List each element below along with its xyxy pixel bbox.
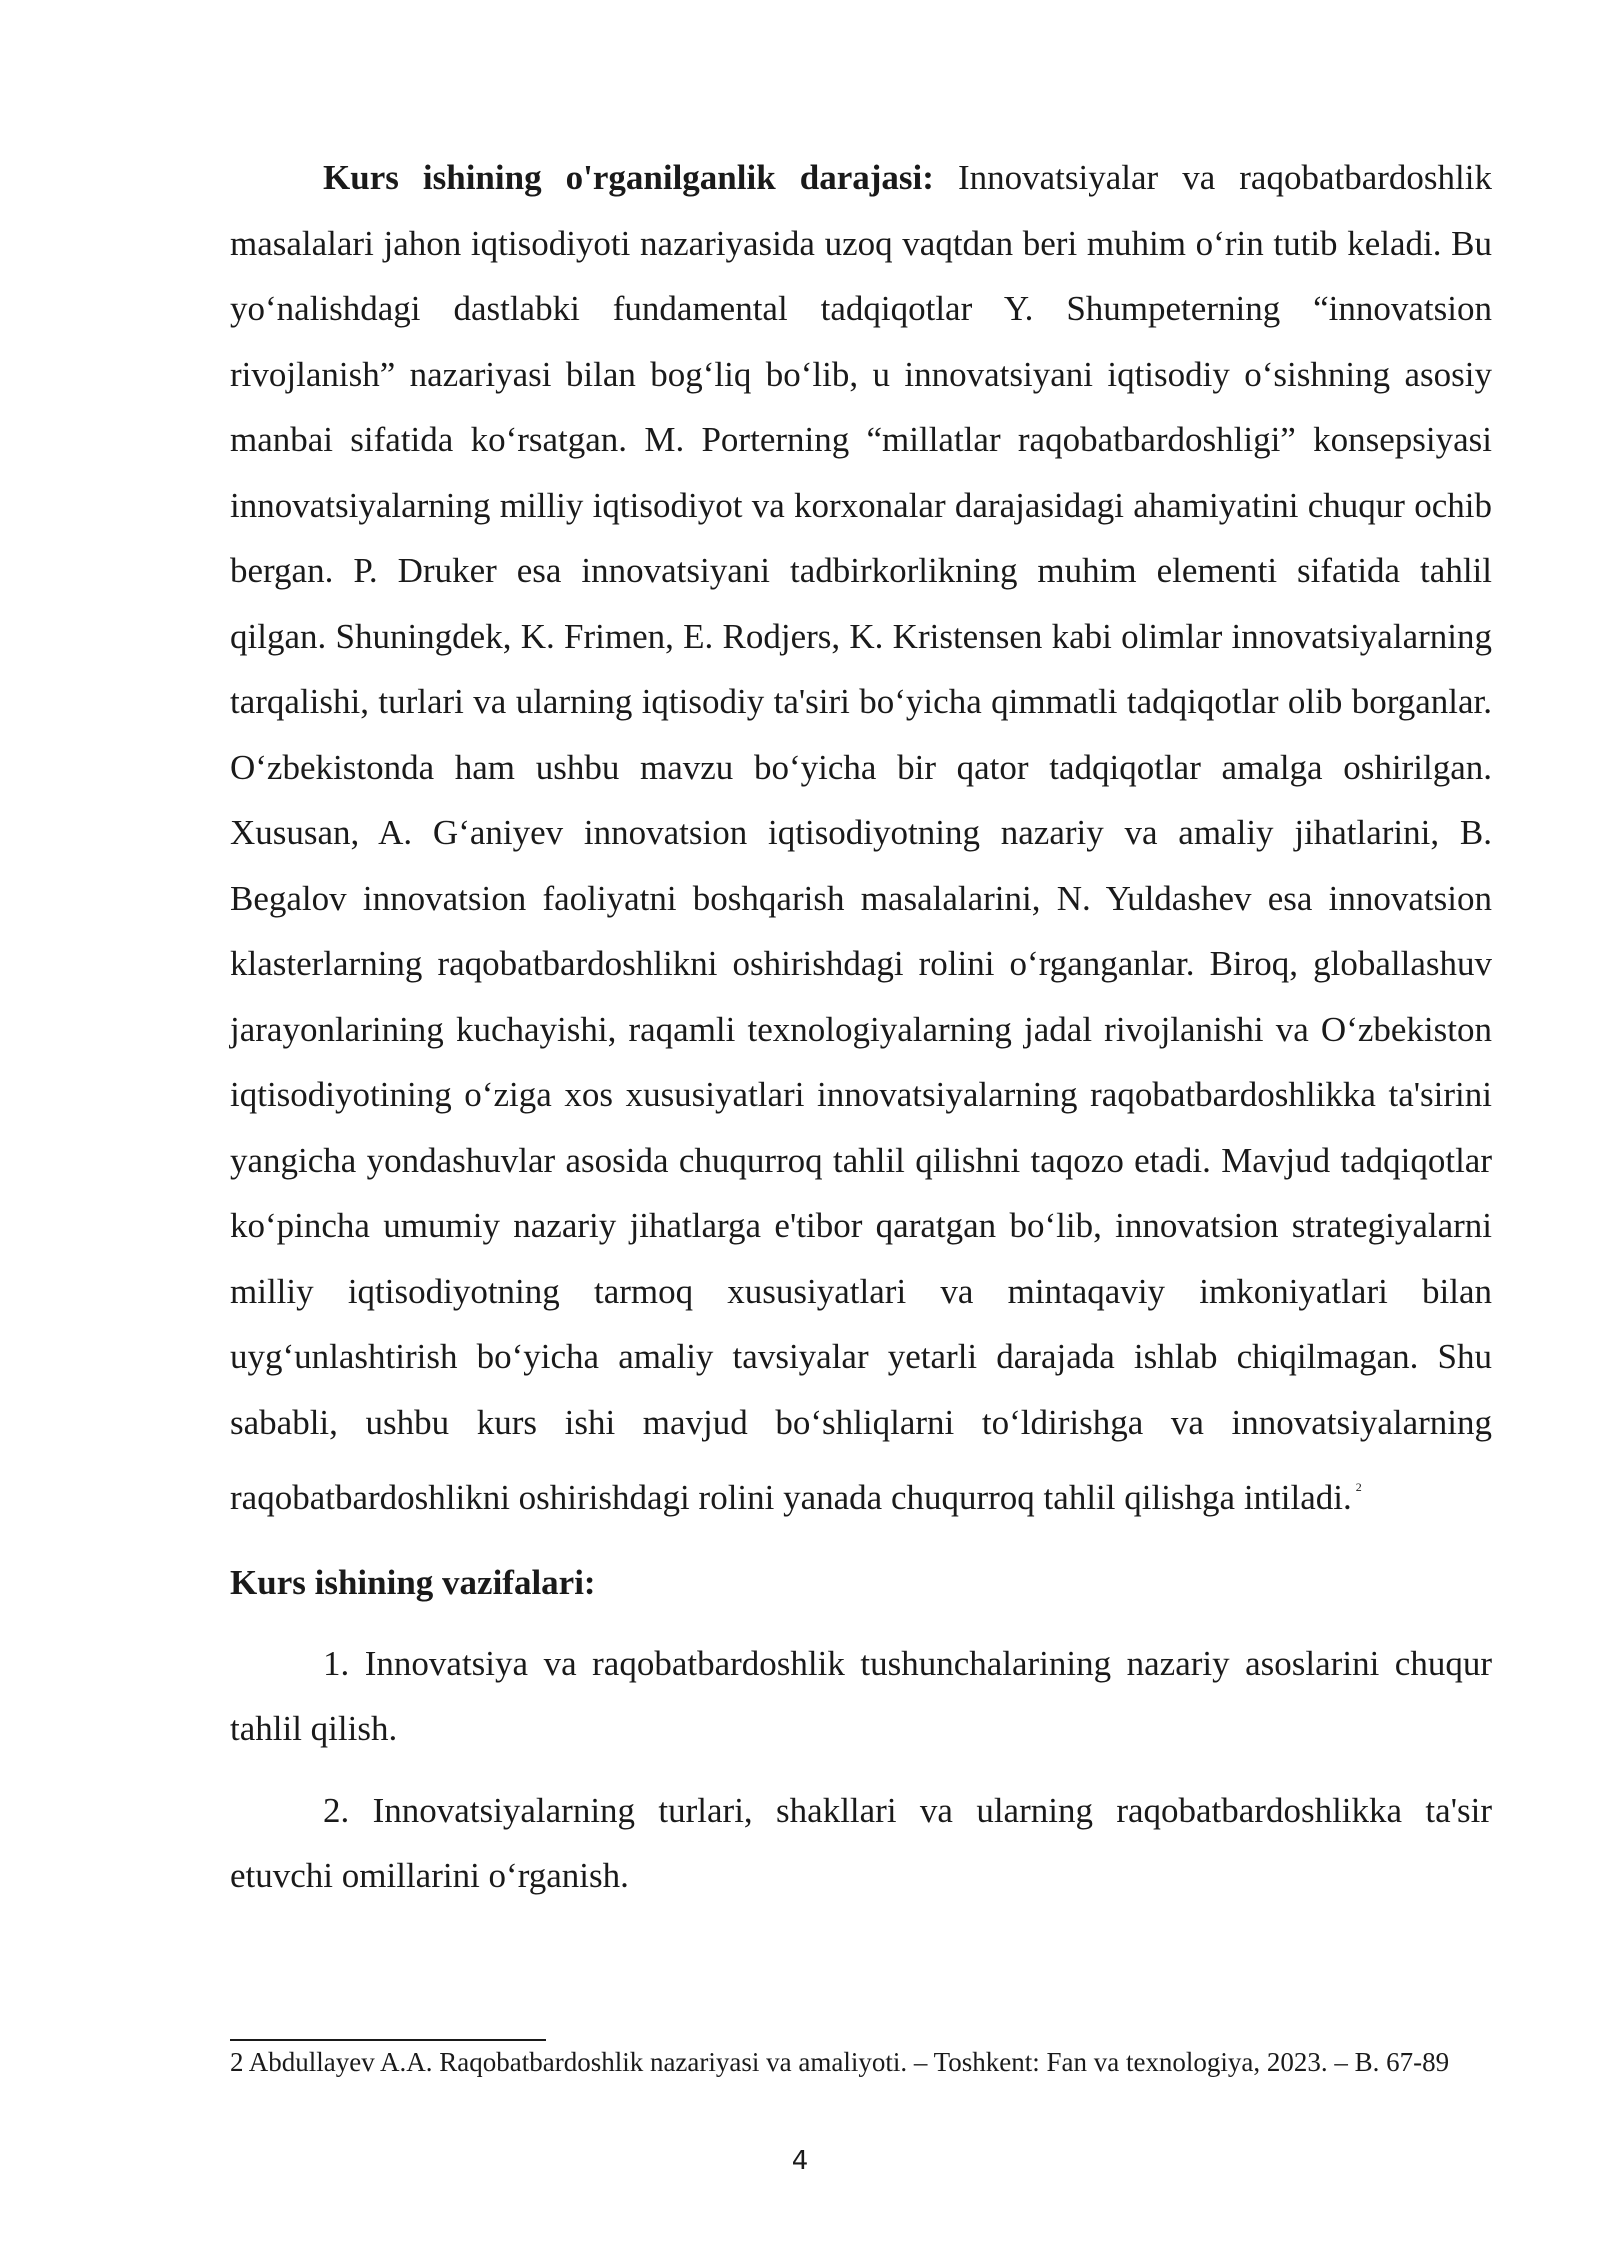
- page-number: 4: [791, 2146, 809, 2176]
- footnote-text: 2 Abdullayev A.A. Raqobatbardoshlik nazariyasi va amaliyoti. – Toshkent: Fan va texnologiya, 2023. – B. 67-89: [230, 2047, 1450, 2077]
- section-lead-title: Kurs ishining o'rganilganlik darajasi:: [323, 158, 934, 197]
- task-item-2: 2. Innovatsiyalarning turlari, shakllari va ularning raqobatbardoshlikka ta'sir etuvchi omillarini o‘rganish.: [230, 1790, 1492, 1895]
- section-lead-body: Innovatsiyalar va raqobatbardoshlik masalalari jahon iqtisodiyoti nazariyasida uzoq vaqtdan beri muhim o‘rin tutib keladi. Bu yo‘nalishdagi dastlabki fundamental tadqiqotlar Y. Shumpeterning “innovatsion rivojlanish” nazariyasi bilan bog‘liq bo‘lib, u innovatsiyani iqtisodiy o‘sishning asosiy manbai sifatida ko‘rsatgan. M. Porterning “millatlar raqobatbardoshligi” konsepsiyasi innovatsiyalarning milliy iqtisodiyot va korxonalar darajasidagi ahamiyatini chuqur ochib bergan. P. Druker esa innovatsiyani tadbirkorlikning muhim elementi sifatida tahlil qilgan. Shuningdek, K. Frimen, E. Rodjers, K. Kristensen kabi olimlar innovatsiyalarning tarqalishi, turlari va ularning iqtisodiy ta'siri bo‘yicha qimmatli tadqiqotlar olib borganlar. O‘zbekistonda ham ushbu mavzu bo‘yicha bir qator tadqiqotlar amalga oshirilgan. Xususan, A. G‘aniyev innovatsion iqtisodiyotning nazariy va amaliy jihatlarini, B. Begalov innovatsion faoliyatni boshqarish masalalarini, N. Yuldashev esa innovatsion klasterlarning raqobatbardoshlikni oshirishdagi rolini o‘rganganlar. Biroq, globallashuv jarayonlarining kuchayishi, raqamli texnologiyalarning jadal rivojlanishi va O‘zbekiston iqtisodiyotining o‘ziga xos xususiyatlari innovatsiyalarning raqobatbardoshlikka ta'sirini yangicha yondashuvlar asosida chuqurroq tahlil qilishni taqozo etadi. Mavjud tadqiqotlar ko‘pincha umumiy nazariy jihatlarga e'tibor qaratgan bo‘lib, innovatsion strategiyalarni milliy iqtisodiyotning tarmoq xususiyatlari va mintaqaviy imkoniyatlari bilan uyg‘unlashtirish bo‘yicha amaliy tavsiyalar yetarli darajada ishlab chiqilmagan. Shu sababli, ushbu kurs ishi mavjud bo‘shliqlarni to‘ldirishga va innovatsiyalarning raqobatbardoshlikni oshirishdagi rolini yanada chuqurroq tahlil qilishga intiladi.: [230, 158, 1492, 1517]
- footnote-reference[interactable]: 2: [1355, 1480, 1362, 1494]
- page-body: [230, 145, 1492, 1909]
- task-item-1: 1. Innovatsiya va raqobatbardoshlik tushunchalarining nazariy asoslarini chuqur tahlil qilish.: [230, 1643, 1492, 1748]
- tasks-heading: Kurs ishining vazifalari:: [230, 1562, 596, 1602]
- footnote-separator: [230, 2039, 546, 2041]
- literature-review-paragraph: [230, 145, 1492, 1531]
